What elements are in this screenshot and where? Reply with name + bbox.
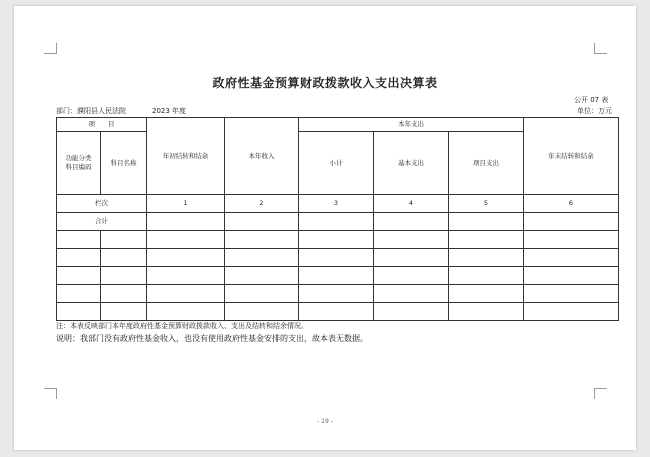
crop-mark (44, 43, 57, 54)
table-cell (374, 213, 449, 231)
table-description: 说明：我部门没有政府性基金收入，也没有使用政府性基金安排的支出，故本表无数据。 (56, 334, 368, 343)
header-func-code: 功能分类 科目编码 (57, 132, 101, 195)
table-cell (299, 213, 374, 231)
header-end-balance: 年末结转和结余 (524, 118, 619, 195)
header-basic-expense: 基本支出 (374, 132, 449, 195)
table-note: 注：本表反映部门本年度政府性基金预算财政拨款收入、支出及结转和结余情况。 (56, 322, 308, 330)
page-title: 政府性基金预算财政拨款收入支出决算表 (212, 76, 438, 90)
column-number: 5 (449, 195, 524, 213)
table-row (57, 267, 619, 285)
page-number: - 19 - (317, 418, 333, 425)
table-cell (147, 213, 225, 231)
table-code: 公开 07 表 (574, 96, 609, 104)
header-item: 项 目 (57, 118, 147, 132)
table-row (57, 303, 619, 321)
department-label: 部门：濮阳县人民法院 (56, 107, 126, 115)
column-number: 1 (147, 195, 225, 213)
header-expense-group: 本年支出 (299, 118, 524, 132)
document-page (14, 6, 636, 450)
column-number: 4 (374, 195, 449, 213)
unit-label: 单位：万元 (577, 107, 612, 115)
header-subject-name: 科目名称 (101, 132, 147, 195)
header-subtotal: 小计 (299, 132, 374, 195)
column-number-label: 栏次 (57, 195, 147, 213)
table-row (57, 231, 619, 249)
table-row (57, 285, 619, 303)
year-label: 2023 年度 (152, 107, 187, 115)
crop-mark (44, 388, 57, 399)
crop-mark (594, 388, 607, 399)
table-cell (449, 213, 524, 231)
column-number: 2 (225, 195, 299, 213)
header-project-expense: 项目支出 (449, 132, 524, 195)
table-cell (524, 213, 619, 231)
column-number: 6 (524, 195, 619, 213)
budget-table (56, 117, 619, 321)
header-income: 本年收入 (225, 118, 299, 195)
table-cell (225, 213, 299, 231)
header-begin-balance: 年初结转和结余 (147, 118, 225, 195)
crop-mark (594, 43, 607, 54)
column-number: 3 (299, 195, 374, 213)
total-label: 合计 (57, 213, 147, 231)
table-row (57, 249, 619, 267)
